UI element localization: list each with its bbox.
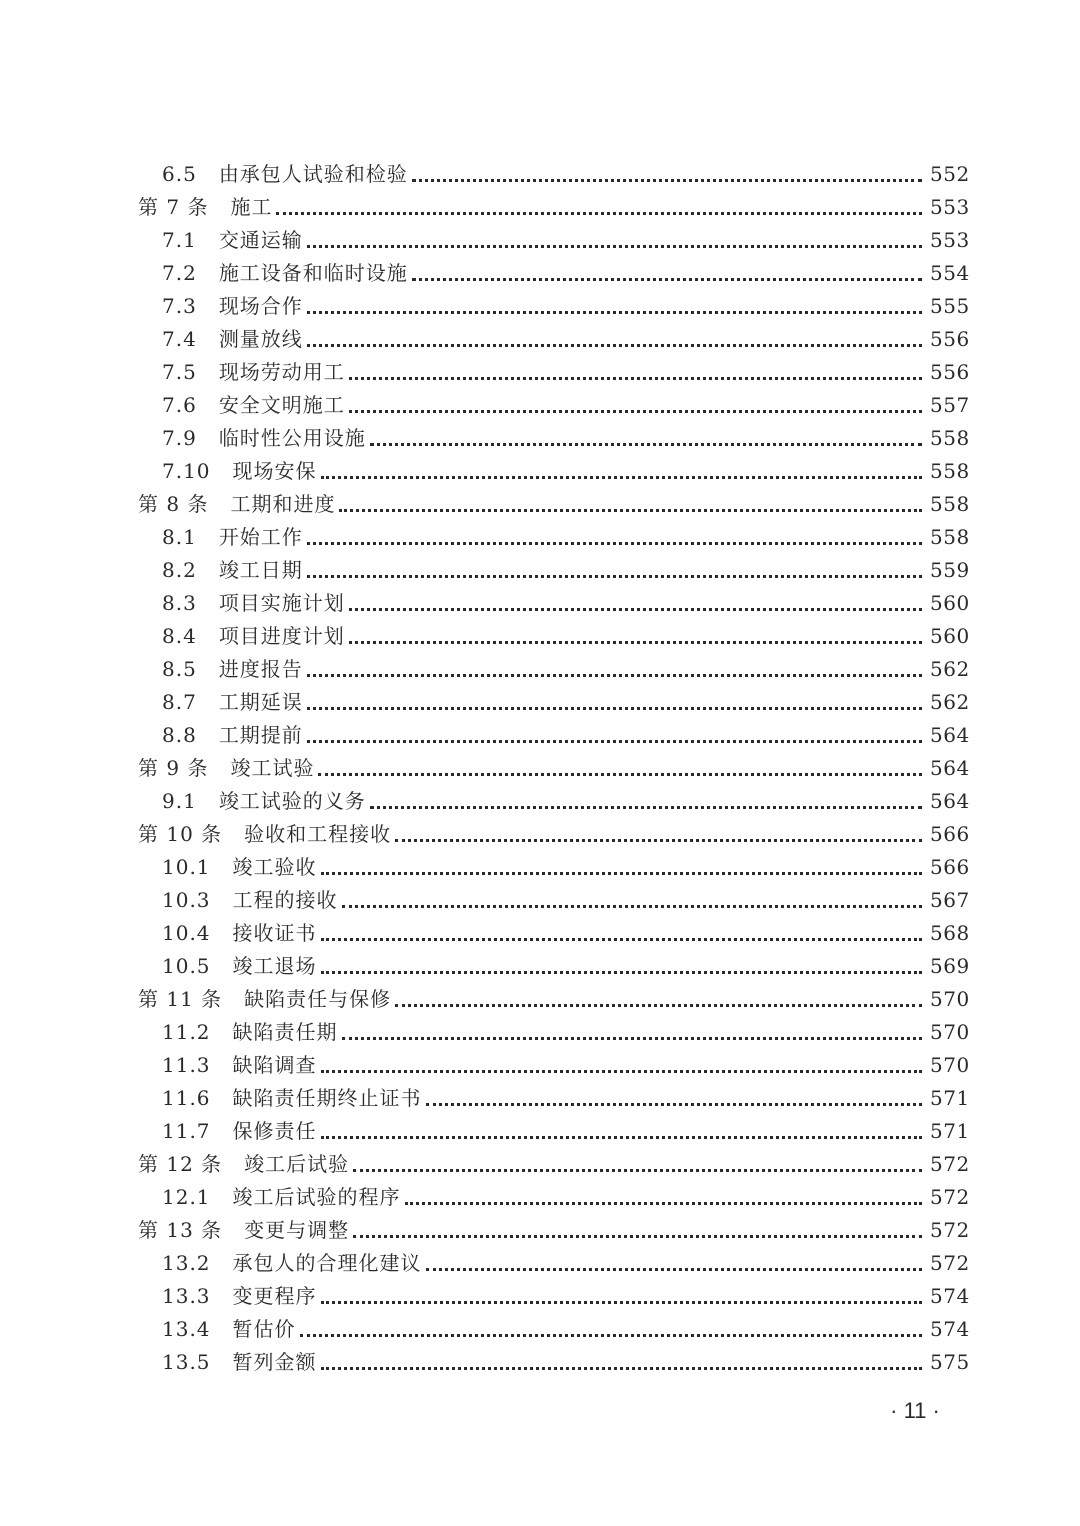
toc-entry-title: 项目进度计划 bbox=[218, 624, 345, 648]
toc-entry-number: 8.2 bbox=[162, 558, 197, 582]
toc-entry-number: 13.5 bbox=[162, 1350, 211, 1374]
toc-entry-title: 变更与调整 bbox=[244, 1218, 350, 1242]
dot-leader bbox=[307, 674, 922, 677]
toc-entry-title: 现场劳动用工 bbox=[218, 360, 345, 384]
toc-entry-number: 7.5 bbox=[162, 360, 197, 384]
toc-entry-number: 8.7 bbox=[162, 690, 197, 714]
toc-chapter-entry bbox=[138, 1214, 970, 1247]
toc-section-entry bbox=[138, 323, 970, 356]
dot-leader bbox=[321, 1136, 922, 1139]
dot-leader bbox=[412, 278, 922, 281]
toc-entry-number: 第 7 条 bbox=[138, 195, 209, 219]
toc-chapter-entry bbox=[138, 818, 970, 851]
toc-entry-number: 13.4 bbox=[162, 1317, 211, 1341]
toc-entry-page: 570 bbox=[930, 987, 970, 1011]
toc-entry-title: 竣工日期 bbox=[218, 558, 303, 582]
toc-entry-page: 572 bbox=[930, 1218, 970, 1242]
toc-entry-number: 8.3 bbox=[162, 591, 197, 615]
toc-entry-page: 572 bbox=[930, 1251, 970, 1275]
toc-entry-page: 569 bbox=[930, 954, 970, 978]
toc-entry-page: 557 bbox=[930, 393, 970, 417]
toc-section-entry bbox=[138, 917, 970, 950]
dot-leader bbox=[353, 1235, 922, 1238]
toc-entry-number: 6.5 bbox=[162, 162, 197, 186]
toc-entry-title: 缺陷责任期 bbox=[232, 1020, 338, 1044]
toc-entry-page: 571 bbox=[930, 1119, 970, 1143]
toc-section-entry bbox=[138, 1082, 970, 1115]
toc-entry-title: 工程的接收 bbox=[232, 888, 338, 912]
toc-entry-title: 接收证书 bbox=[232, 921, 317, 945]
toc-chapter-entry bbox=[138, 488, 970, 521]
toc-entry-title: 竣工试验 bbox=[230, 756, 315, 780]
toc-chapter-entry bbox=[138, 1148, 970, 1181]
toc-section-entry bbox=[138, 653, 970, 686]
toc-entry-number: 10.3 bbox=[162, 888, 211, 912]
toc-entry-page: 572 bbox=[930, 1152, 970, 1176]
toc-entry-page: 556 bbox=[930, 327, 970, 351]
toc-section-entry bbox=[138, 1181, 970, 1214]
dot-leader bbox=[349, 377, 922, 380]
toc-entry-page: 558 bbox=[930, 426, 970, 450]
dot-leader bbox=[370, 443, 922, 446]
dot-leader bbox=[307, 245, 922, 248]
toc-entry-title: 工期延误 bbox=[218, 690, 303, 714]
toc-entry-page: 567 bbox=[930, 888, 970, 912]
dot-leader bbox=[395, 839, 922, 842]
dot-leader bbox=[307, 344, 922, 347]
toc-section-entry bbox=[138, 587, 970, 620]
toc-entry-number: 8.4 bbox=[162, 624, 197, 648]
toc-section-entry bbox=[138, 455, 970, 488]
toc-section-entry bbox=[138, 719, 970, 752]
dot-leader bbox=[276, 212, 922, 215]
dot-leader bbox=[370, 806, 922, 809]
dot-leader bbox=[321, 1070, 922, 1073]
toc-chapter-entry bbox=[138, 983, 970, 1016]
toc-entry-title: 验收和工程接收 bbox=[244, 822, 392, 846]
dot-leader bbox=[321, 938, 922, 941]
toc-entry-number: 7.9 bbox=[162, 426, 197, 450]
toc-entry-number: 第 8 条 bbox=[138, 492, 209, 516]
toc-entry-page: 558 bbox=[930, 492, 970, 516]
dot-leader bbox=[307, 707, 922, 710]
toc-entry-page: 568 bbox=[930, 921, 970, 945]
toc-chapter-entry bbox=[138, 191, 970, 224]
toc-entry-number: 第 10 条 bbox=[138, 822, 223, 846]
toc-entry-title: 竣工后试验的程序 bbox=[232, 1185, 401, 1209]
toc-section-entry bbox=[138, 950, 970, 983]
dot-leader bbox=[300, 1334, 922, 1337]
toc-entry-page: 553 bbox=[930, 195, 970, 219]
dot-leader bbox=[349, 410, 922, 413]
toc-entry-title: 施工 bbox=[230, 195, 273, 219]
toc-section-entry bbox=[138, 620, 970, 653]
toc-entry-number: 10.1 bbox=[162, 855, 211, 879]
toc-entry-number: 8.1 bbox=[162, 525, 197, 549]
toc-entry-page: 564 bbox=[930, 789, 970, 813]
toc-entry-title: 施工设备和临时设施 bbox=[218, 261, 408, 285]
dot-leader bbox=[405, 1202, 922, 1205]
toc-entry-number: 12.1 bbox=[162, 1185, 211, 1209]
dot-leader bbox=[339, 509, 922, 512]
toc-section-entry bbox=[138, 785, 970, 818]
toc-entry-title: 暂列金额 bbox=[232, 1350, 317, 1374]
toc-entry-title: 测量放线 bbox=[218, 327, 303, 351]
toc-section-entry bbox=[138, 1016, 970, 1049]
toc-section-entry bbox=[138, 224, 970, 257]
page-number: · 11 · bbox=[890, 1398, 940, 1423]
toc-entry-page: 564 bbox=[930, 723, 970, 747]
toc-entry-number: 第 12 条 bbox=[138, 1152, 223, 1176]
toc-entry-page: 572 bbox=[930, 1185, 970, 1209]
toc-entry-page: 570 bbox=[930, 1020, 970, 1044]
dot-leader bbox=[321, 1367, 922, 1370]
dot-leader bbox=[307, 542, 922, 545]
toc-entry-page: 562 bbox=[930, 657, 970, 681]
dot-leader bbox=[307, 311, 922, 314]
toc-entry-number: 7.10 bbox=[162, 459, 211, 483]
toc-entry-number: 7.1 bbox=[162, 228, 197, 252]
dot-leader bbox=[353, 1169, 922, 1172]
dot-leader bbox=[342, 1037, 922, 1040]
toc-entry-title: 变更程序 bbox=[232, 1284, 317, 1308]
toc-entry-title: 竣工退场 bbox=[232, 954, 317, 978]
toc-section-entry bbox=[138, 356, 970, 389]
dot-leader bbox=[412, 179, 922, 182]
toc-entry-page: 575 bbox=[930, 1350, 970, 1374]
toc-section-entry bbox=[138, 389, 970, 422]
toc-entry-title: 临时性公用设施 bbox=[218, 426, 366, 450]
toc-entry-page: 570 bbox=[930, 1053, 970, 1077]
toc-entry-page: 562 bbox=[930, 690, 970, 714]
toc-entry-number: 9.1 bbox=[162, 789, 197, 813]
dot-leader bbox=[349, 608, 922, 611]
toc-entry-page: 558 bbox=[930, 525, 970, 549]
toc-entry-number: 10.4 bbox=[162, 921, 211, 945]
toc-entry-page: 555 bbox=[930, 294, 970, 318]
toc-section-entry bbox=[138, 1049, 970, 1082]
toc-entry-title: 开始工作 bbox=[218, 525, 303, 549]
toc-entry-page: 559 bbox=[930, 558, 970, 582]
toc-entry-number: 7.3 bbox=[162, 294, 197, 318]
toc-section-entry bbox=[138, 1313, 970, 1346]
toc-entry-title: 现场合作 bbox=[218, 294, 303, 318]
toc-section-entry bbox=[138, 422, 970, 455]
toc-entry-title: 缺陷责任与保修 bbox=[244, 987, 392, 1011]
toc-section-entry bbox=[138, 1247, 970, 1280]
dot-leader bbox=[307, 575, 922, 578]
toc-entry-title: 竣工后试验 bbox=[244, 1152, 350, 1176]
toc-entry-page: 560 bbox=[930, 591, 970, 615]
toc-section-entry bbox=[138, 686, 970, 719]
toc-entry-title: 竣工试验的义务 bbox=[218, 789, 366, 813]
toc-section-entry bbox=[138, 257, 970, 290]
toc-section-entry bbox=[138, 1115, 970, 1148]
dot-leader bbox=[321, 476, 922, 479]
toc-section-entry bbox=[138, 158, 970, 191]
toc-chapter-entry bbox=[138, 752, 970, 785]
toc-entry-page: 566 bbox=[930, 822, 970, 846]
dot-leader bbox=[349, 641, 922, 644]
toc-section-entry bbox=[138, 521, 970, 554]
toc-section-entry bbox=[138, 290, 970, 323]
dot-leader bbox=[426, 1103, 922, 1106]
toc-entry-page: 554 bbox=[930, 261, 970, 285]
toc-entry-number: 第 11 条 bbox=[138, 987, 223, 1011]
toc-entry-number: 8.5 bbox=[162, 657, 197, 681]
toc-entry-page: 560 bbox=[930, 624, 970, 648]
toc-entry-number: 8.8 bbox=[162, 723, 197, 747]
dot-leader bbox=[395, 1004, 922, 1007]
toc-entry-page: 574 bbox=[930, 1284, 970, 1308]
toc-entry-number: 11.2 bbox=[162, 1020, 211, 1044]
dot-leader bbox=[426, 1268, 922, 1271]
toc-entry-title: 保修责任 bbox=[232, 1119, 317, 1143]
toc-entry-page: 571 bbox=[930, 1086, 970, 1110]
dot-leader bbox=[307, 740, 922, 743]
toc-entry-page: 556 bbox=[930, 360, 970, 384]
toc-entry-title: 项目实施计划 bbox=[218, 591, 345, 615]
table-of-contents bbox=[138, 158, 970, 1379]
dot-leader bbox=[321, 872, 922, 875]
dot-leader bbox=[321, 1301, 922, 1304]
toc-entry-number: 7.6 bbox=[162, 393, 197, 417]
toc-section-entry bbox=[138, 554, 970, 587]
dot-leader bbox=[321, 971, 922, 974]
toc-entry-page: 564 bbox=[930, 756, 970, 780]
toc-entry-title: 工期和进度 bbox=[230, 492, 336, 516]
toc-section-entry bbox=[138, 1280, 970, 1313]
toc-entry-number: 13.2 bbox=[162, 1251, 211, 1275]
toc-entry-page: 566 bbox=[930, 855, 970, 879]
toc-entry-number: 11.3 bbox=[162, 1053, 211, 1077]
toc-entry-title: 缺陷调查 bbox=[232, 1053, 317, 1077]
toc-entry-page: 574 bbox=[930, 1317, 970, 1341]
toc-entry-number: 第 9 条 bbox=[138, 756, 209, 780]
toc-entry-page: 553 bbox=[930, 228, 970, 252]
toc-entry-title: 竣工验收 bbox=[232, 855, 317, 879]
toc-section-entry bbox=[138, 851, 970, 884]
toc-entry-title: 安全文明施工 bbox=[218, 393, 345, 417]
toc-entry-number: 7.2 bbox=[162, 261, 197, 285]
toc-entry-page: 552 bbox=[930, 162, 970, 186]
dot-leader bbox=[342, 905, 922, 908]
toc-entry-title: 进度报告 bbox=[218, 657, 303, 681]
toc-entry-number: 7.4 bbox=[162, 327, 197, 351]
toc-entry-page: 558 bbox=[930, 459, 970, 483]
toc-section-entry bbox=[138, 1346, 970, 1379]
toc-entry-title: 现场安保 bbox=[232, 459, 317, 483]
dot-leader bbox=[318, 773, 922, 776]
toc-entry-title: 由承包人试验和检验 bbox=[218, 162, 408, 186]
toc-entry-title: 交通运输 bbox=[218, 228, 303, 252]
toc-entry-number: 11.7 bbox=[162, 1119, 211, 1143]
toc-entry-title: 工期提前 bbox=[218, 723, 303, 747]
toc-entry-title: 承包人的合理化建议 bbox=[232, 1251, 422, 1275]
toc-entry-number: 13.3 bbox=[162, 1284, 211, 1308]
toc-section-entry bbox=[138, 884, 970, 917]
toc-entry-number: 第 13 条 bbox=[138, 1218, 223, 1242]
toc-entry-number: 11.6 bbox=[162, 1086, 211, 1110]
toc-entry-title: 缺陷责任期终止证书 bbox=[232, 1086, 422, 1110]
toc-entry-number: 10.5 bbox=[162, 954, 211, 978]
toc-entry-title: 暂估价 bbox=[232, 1317, 296, 1341]
